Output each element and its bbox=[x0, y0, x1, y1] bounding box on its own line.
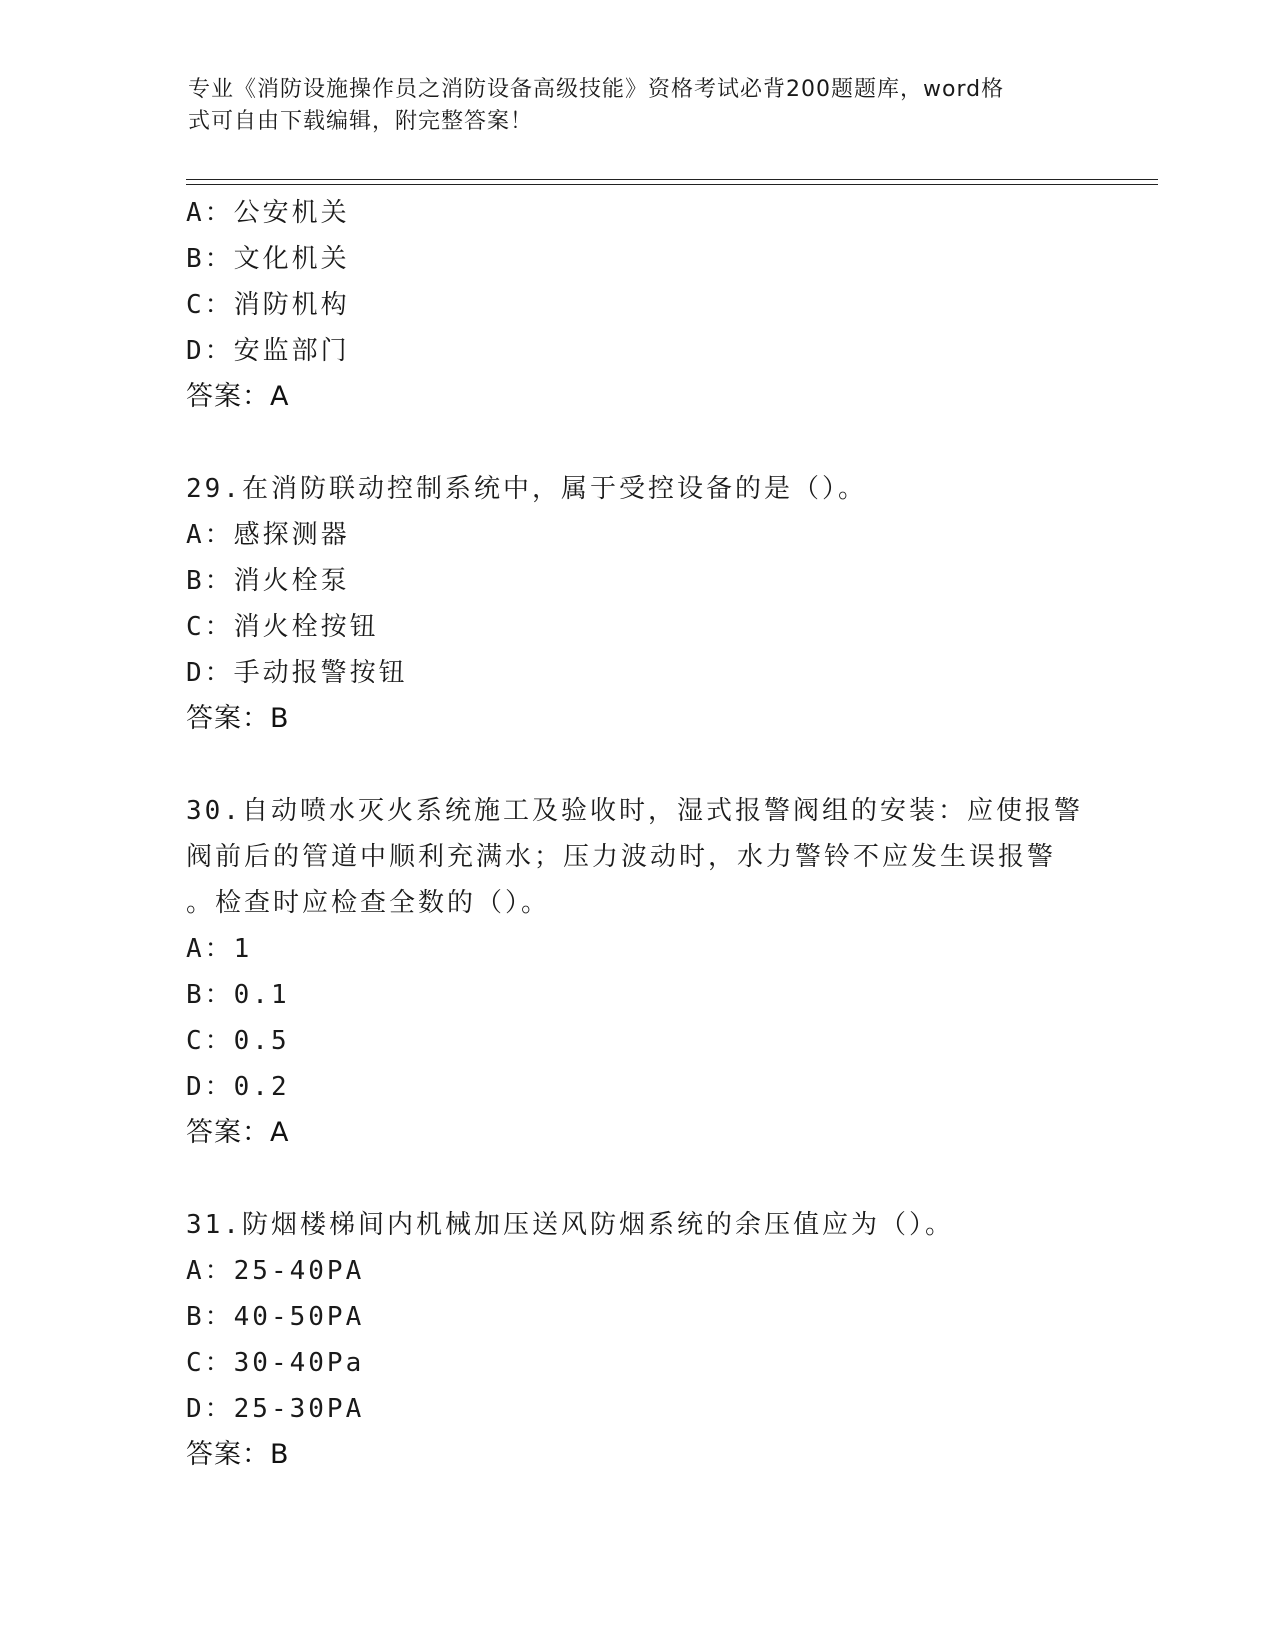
spacer bbox=[186, 742, 1086, 788]
option-a: A：感探测器 bbox=[186, 520, 350, 550]
option-b: B：0.1 bbox=[186, 980, 290, 1010]
question-block-31 bbox=[186, 1202, 1086, 1478]
option-b: B：文化机关 bbox=[186, 244, 350, 274]
option-a: A：25-40PA bbox=[186, 1256, 365, 1286]
question-text-line-3: 。检查时应检查全数的（）。 bbox=[186, 888, 551, 918]
spacer bbox=[186, 420, 1086, 466]
option-d: D：0.2 bbox=[186, 1072, 290, 1102]
option-c: C：30-40Pa bbox=[186, 1348, 365, 1378]
question-text-line-1: 30.自动喷水灭火系统施工及验收时，湿式报警阀组的安装：应使报警 bbox=[186, 796, 1083, 826]
answer-line: 答案：B bbox=[186, 703, 290, 734]
answer-line: 答案：B bbox=[186, 1439, 290, 1470]
question-block-30 bbox=[186, 788, 1086, 1156]
answer-line: 答案：A bbox=[186, 1117, 290, 1148]
document-header bbox=[188, 74, 1088, 138]
header-line-2: 式可自由下载编辑，附完整答案！ bbox=[188, 109, 534, 134]
question-text: 29.在消防联动控制系统中，属于受控设备的是（）。 bbox=[186, 474, 867, 504]
option-c: C：0.5 bbox=[186, 1026, 290, 1056]
option-d: D：25-30PA bbox=[186, 1394, 365, 1424]
option-a: A：公安机关 bbox=[186, 198, 350, 228]
answer-line: 答案：A bbox=[186, 381, 290, 412]
option-d: D：手动报警按钮 bbox=[186, 658, 408, 688]
question-block-29 bbox=[186, 466, 1086, 742]
option-c: C：消火栓按钮 bbox=[186, 612, 379, 642]
option-b: B：消火栓泵 bbox=[186, 566, 350, 596]
header-divider-bottom bbox=[186, 184, 1158, 185]
spacer bbox=[186, 1156, 1086, 1202]
option-d: D：安监部门 bbox=[186, 336, 350, 366]
option-a: A：1 bbox=[186, 934, 253, 964]
header-divider-top bbox=[186, 179, 1158, 180]
question-text: 31.防烟楼梯间内机械加压送风防烟系统的余压值应为（）。 bbox=[186, 1210, 954, 1240]
header-line-1: 专业《消防设施操作员之消防设备高级技能》资格考试必背200题题库，word格 bbox=[188, 77, 1005, 102]
question-list bbox=[186, 190, 1086, 1478]
option-c: C：消防机构 bbox=[186, 290, 350, 320]
question-block-continued bbox=[186, 190, 1086, 420]
question-text-line-2: 阀前后的管道中顺利充满水；压力波动时，水力警铃不应发生误报警 bbox=[186, 842, 1057, 872]
option-b: B：40-50PA bbox=[186, 1302, 365, 1332]
